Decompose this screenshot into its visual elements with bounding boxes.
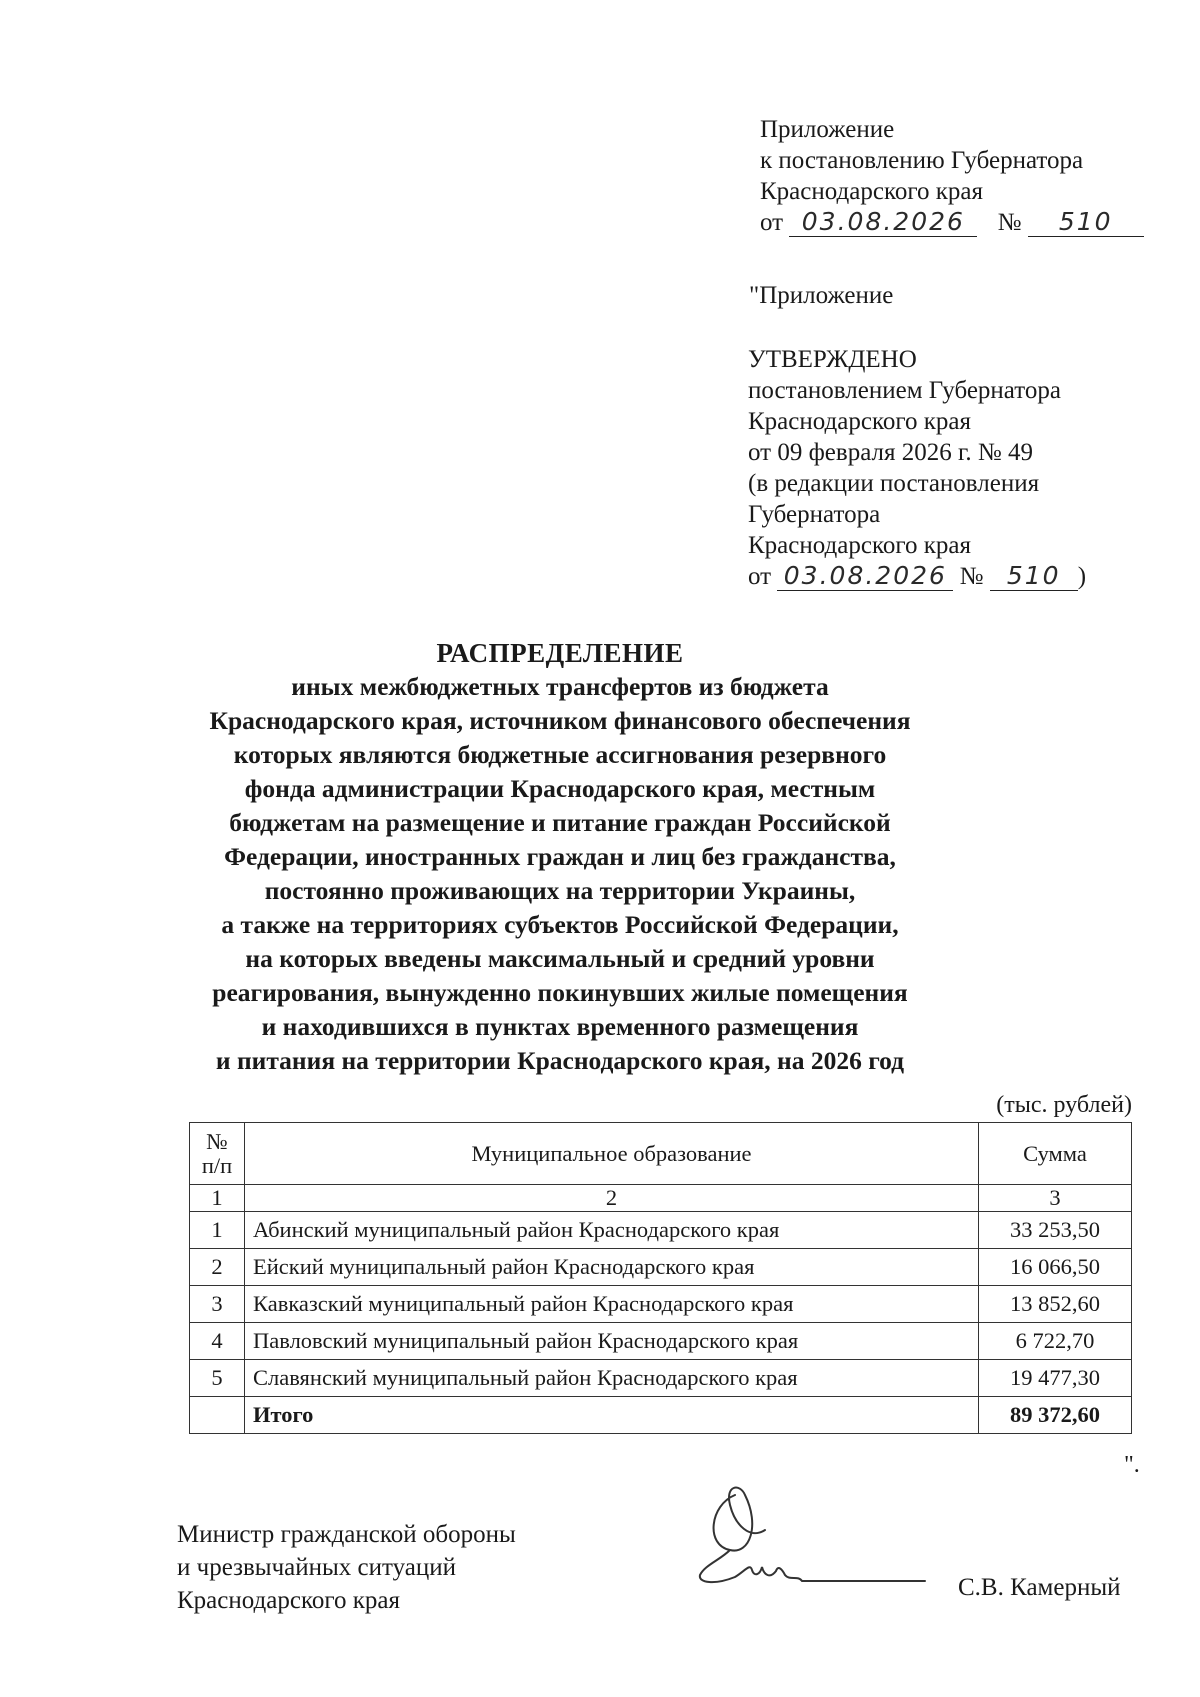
units-label: (тыс. рублей)	[996, 1092, 1132, 1118]
handwritten-number: 510	[1028, 208, 1144, 237]
row-municipality: Абинский муниципальный район Краснодарского края	[245, 1212, 979, 1249]
row-sum: 33 253,50	[979, 1212, 1132, 1249]
row-sum: 13 852,60	[979, 1286, 1132, 1323]
row-num: 2	[190, 1249, 245, 1286]
position-line: и чрезвычайных ситуаций	[177, 1554, 457, 1581]
date-prefix: от	[748, 563, 772, 590]
signatory-position	[177, 1518, 516, 1617]
header-num	[190, 1123, 245, 1185]
title-line: Краснодарского края, источником финансового обеспечения	[209, 706, 911, 735]
table-row	[190, 1360, 1132, 1397]
approval-date-line	[748, 561, 1086, 592]
row-num: 3	[190, 1286, 245, 1323]
handwritten-signature	[690, 1475, 930, 1595]
table-index-row	[190, 1185, 1132, 1212]
row-sum: 19 477,30	[979, 1360, 1132, 1397]
title-line: иных межбюджетных трансфертов из бюджета	[291, 672, 829, 701]
approval-block	[748, 344, 1086, 592]
title-line: и питания на территории Краснодарского края, на 2026 год	[215, 1046, 905, 1075]
approval-line: УТВЕРЖДЕНО	[748, 346, 917, 373]
title-line: бюджетам на размещение и питание граждан Российской	[229, 808, 891, 837]
index-cell: 1	[190, 1185, 245, 1212]
handwritten-date: 03.08.2026	[789, 208, 977, 237]
position-line: Краснодарского края	[177, 1587, 400, 1614]
approval-line: от 09 февраля 2026 г. № 49	[748, 439, 1034, 466]
closing-paren: )	[1077, 563, 1087, 590]
title-line: реагирования, вынужденно покинувших жилые помещения	[212, 978, 908, 1007]
row-num: 5	[190, 1360, 245, 1397]
appendix-header	[760, 114, 1144, 238]
row-sum: 6 722,70	[979, 1323, 1132, 1360]
date-prefix: от	[760, 209, 784, 236]
title-line: и находившихся в пунктах временного размещения	[261, 1012, 859, 1041]
number-prefix: №	[959, 563, 984, 590]
index-cell: 2	[245, 1185, 979, 1212]
position-line: Министр гражданской обороны	[177, 1521, 516, 1548]
number-prefix: №	[997, 209, 1022, 236]
approval-line: (в редакции постановления	[748, 470, 1040, 497]
appendix-line: Приложение	[760, 116, 895, 143]
total-label: Итого	[245, 1397, 979, 1434]
appendix-label: "Приложение	[749, 282, 894, 309]
closing-quote: ".	[1124, 1452, 1140, 1478]
appendix-line: Краснодарского края	[760, 178, 983, 205]
title-line: которых являются бюджетные ассигнования резервного	[233, 740, 887, 769]
header-sum: Сумма	[979, 1123, 1132, 1185]
approval-line: Краснодарского края	[748, 408, 971, 435]
table-row	[190, 1323, 1132, 1360]
approval-line: Губернатора	[748, 501, 881, 528]
total-sum: 89 372,60	[979, 1397, 1132, 1434]
header-num-line: п/п	[201, 1152, 233, 1178]
header-num-line: №	[206, 1128, 228, 1154]
title-line: Федерации, иностранных граждан и лиц без гражданства,	[224, 842, 896, 871]
row-num: 4	[190, 1323, 245, 1360]
distribution-table	[189, 1122, 1132, 1434]
title-line: а также на территориях субъектов Российской Федерации,	[221, 910, 899, 939]
title-line: на которых введены максимальный и средний уровни	[245, 944, 875, 973]
table-total-row	[190, 1397, 1132, 1434]
row-municipality: Кавказский муниципальный район Краснодарского края	[245, 1286, 979, 1323]
handwritten-date: 03.08.2026	[777, 562, 953, 591]
table-row	[190, 1212, 1132, 1249]
table-row	[190, 1286, 1132, 1323]
appendix-line: к постановлению Губернатора	[760, 147, 1084, 174]
approval-line: постановлением Губернатора	[748, 377, 1061, 404]
row-num: 1	[190, 1212, 245, 1249]
total-num	[190, 1397, 245, 1434]
document-title	[200, 636, 920, 1078]
appendix-date-line	[760, 207, 1144, 238]
approval-line: Краснодарского края	[748, 532, 971, 559]
title-line: фонда администрации Краснодарского края, местным	[244, 774, 876, 803]
table-header-row	[190, 1123, 1132, 1185]
row-municipality: Павловский муниципальный район Краснодарского края	[245, 1323, 979, 1360]
row-municipality: Славянский муниципальный район Краснодарского края	[245, 1360, 979, 1397]
header-municipality: Муниципальное образование	[245, 1123, 979, 1185]
title-line: постоянно проживающих на территории Украины,	[264, 876, 856, 905]
index-cell: 3	[979, 1185, 1132, 1212]
signer-name: С.В. Камерный	[958, 1574, 1121, 1601]
table-row	[190, 1249, 1132, 1286]
title-heading: РАСПРЕДЕЛЕНИЕ	[436, 638, 684, 668]
row-sum: 16 066,50	[979, 1249, 1132, 1286]
row-municipality: Ейский муниципальный район Краснодарского края	[245, 1249, 979, 1286]
handwritten-number: 510	[990, 562, 1078, 591]
